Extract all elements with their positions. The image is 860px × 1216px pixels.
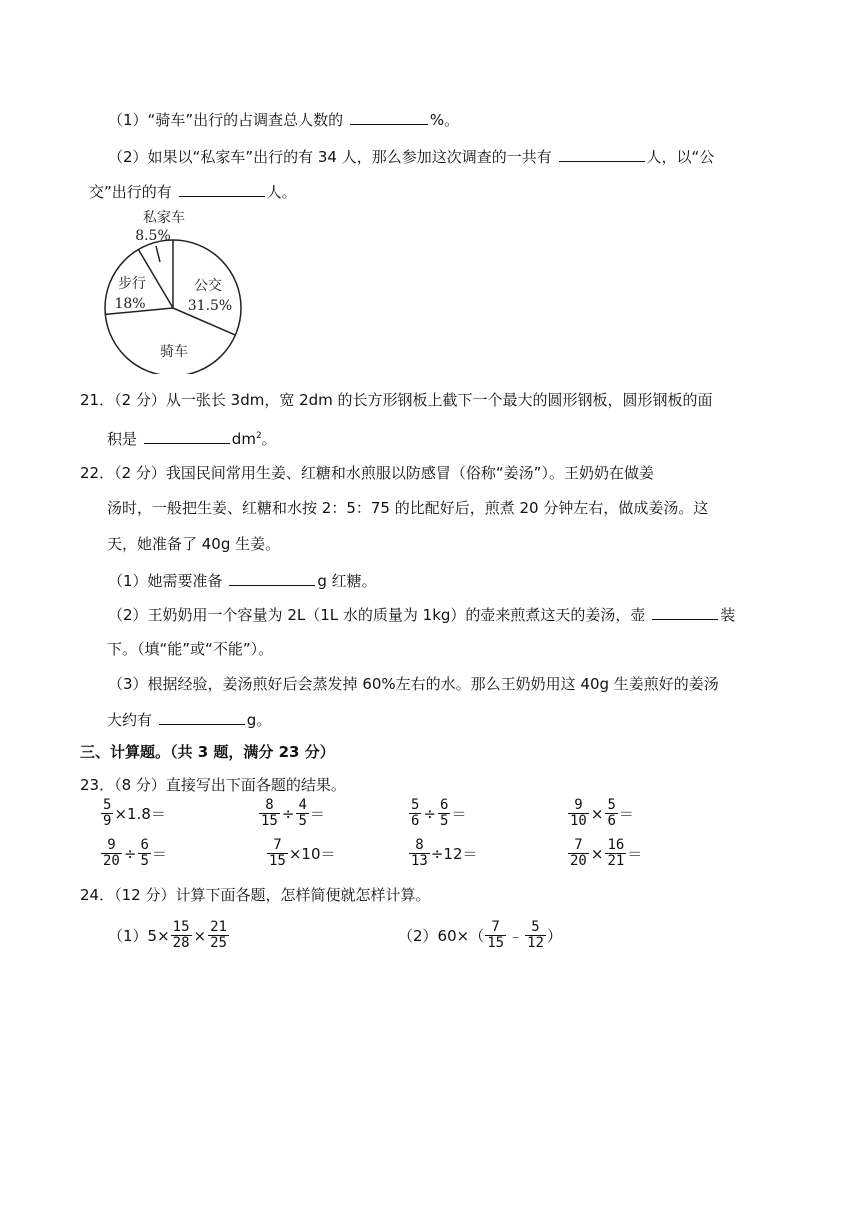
- q22-line1: 22．（2 分）我国民间常用生姜、红糖和水煎服以防感冒（俗称“姜汤”）。王奶奶在做姜: [80, 464, 654, 482]
- q22-line2: 汤时，一般把生姜、红糖和水按 2：5：75 的比配好后，煎煮 20 分钟左右，做成姜汤。这: [107, 499, 709, 517]
- fraction: $\frac{8}{15}$: [261, 797, 278, 829]
- pie-pct-car: 8.5%: [135, 228, 171, 244]
- q20-part2-line1: （2）如果以“私家车”出行的有 34 人，那么参加这次调查的一共有 人，以“公: [108, 145, 714, 168]
- fraction: $\frac{4}{5}$: [298, 797, 307, 829]
- q22-part1: （1）她需要准备 g 红糖。: [108, 569, 377, 592]
- q23-r2c2: $\frac{7}{15}$ ×10＝: [269, 837, 336, 869]
- q24-part1: （1）5× $\frac{15}{28}$ × $\frac{21}{25}$: [108, 919, 227, 951]
- q22-line3: 天，她准备了 40g 生姜。: [107, 535, 281, 553]
- q22-part3-line1: （3）根据经验，姜汤煎好后会蒸发掉 60%左右的水。那么王奶奶用这 40g 生姜煎好的姜汤: [108, 675, 719, 693]
- pie-label-bus: 公交: [194, 278, 222, 294]
- q22-part2-line1: （2）王奶奶用一个容量为 2L（1L 水的质量为 1kg）的壶来煎煮这天的姜汤，壶 装: [108, 603, 735, 626]
- fraction: $\frac{6}{5}$: [440, 797, 449, 829]
- answer-blank[interactable]: [652, 603, 718, 620]
- pie-pct-bus: 31.5%: [187, 298, 233, 314]
- fraction: $\frac{7}{15}$: [269, 837, 286, 869]
- fraction: $\frac{5}{6}$: [411, 797, 420, 829]
- q23-r2c3: $\frac{8}{13}$ ÷12＝: [411, 837, 478, 869]
- fraction: $\frac{5}{12}$: [527, 919, 544, 951]
- fraction: $\frac{16}{21}$: [607, 837, 625, 869]
- answer-blank[interactable]: [179, 180, 265, 197]
- fraction: $\frac{8}{13}$: [411, 837, 428, 869]
- fraction: $\frac{15}{28}$: [172, 919, 190, 951]
- pie-label-bike: 骑车: [160, 344, 188, 360]
- q22-part2-line2: 下。（填“能”或“不能”）。: [107, 640, 274, 658]
- fraction: $\frac{7}{20}$: [570, 837, 587, 869]
- q23-r1c1: $\frac{5}{9}$ ×1.8＝: [103, 797, 166, 829]
- fraction: $\frac{6}{5}$: [140, 837, 149, 869]
- q24-part2: （2）60×（ $\frac{7}{15}$ ﹣ $\frac{5}{12}$ ）: [398, 919, 562, 951]
- fraction: $\frac{7}{15}$: [487, 919, 505, 951]
- q23-r1c4: $\frac{9}{10}$ × $\frac{5}{6}$ ＝: [570, 797, 634, 829]
- q23-r2c1: $\frac{9}{20}$ ÷ $\frac{6}{5}$ ＝: [103, 837, 167, 869]
- section-title: 三、计算题。（共 3 题，满分 23 分）: [80, 743, 335, 761]
- pie-label-leader: [156, 246, 160, 262]
- answer-blank[interactable]: [159, 708, 245, 725]
- travel-pie-chart: [98, 204, 248, 374]
- answer-blank[interactable]: [350, 108, 428, 125]
- q21-line1: 21．（2 分）从一张长 3dm，宽 2dm 的长方形钢板上截下一个最大的圆形钢板，圆形钢板的面: [80, 391, 713, 409]
- fraction: $\frac{9}{10}$: [570, 797, 587, 829]
- answer-blank[interactable]: [229, 569, 315, 586]
- q22-part3-line2: 大约有 g。: [107, 708, 271, 731]
- q23-r2c4: $\frac{7}{20}$ × $\frac{16}{21}$ ＝: [570, 837, 643, 869]
- q23-r1c3: $\frac{5}{6}$ ÷ $\frac{6}{5}$ ＝: [411, 797, 467, 829]
- q20-part2-line2: 交”出行的有 人。: [89, 180, 297, 203]
- fraction: $\frac{9}{20}$: [103, 837, 120, 869]
- pie-label-car: 私家车: [143, 210, 185, 226]
- q20-part1: （1）“骑车”出行的占调查总人数的 %。: [108, 108, 459, 131]
- fraction: $\frac{21}{25}$: [210, 919, 227, 951]
- pie-label-walk: 步行: [118, 276, 146, 292]
- fraction: $\frac{5}{6}$: [607, 797, 616, 829]
- q23-r1c2: $\frac{8}{15}$ ÷ $\frac{4}{5}$ ＝: [261, 797, 325, 829]
- answer-blank[interactable]: [559, 145, 645, 162]
- q23-title: 23．（8 分）直接写出下面各题的结果。: [80, 776, 346, 794]
- q24-title: 24．（12 分）计算下面各题，怎样简便就怎样计算。: [80, 886, 431, 904]
- q21-line2: 积是 $dm^2$。: [107, 425, 277, 450]
- answer-blank[interactable]: [144, 427, 230, 444]
- pie-pct-walk: 18%: [114, 296, 146, 312]
- fraction: $\frac{5}{9}$: [103, 797, 112, 829]
